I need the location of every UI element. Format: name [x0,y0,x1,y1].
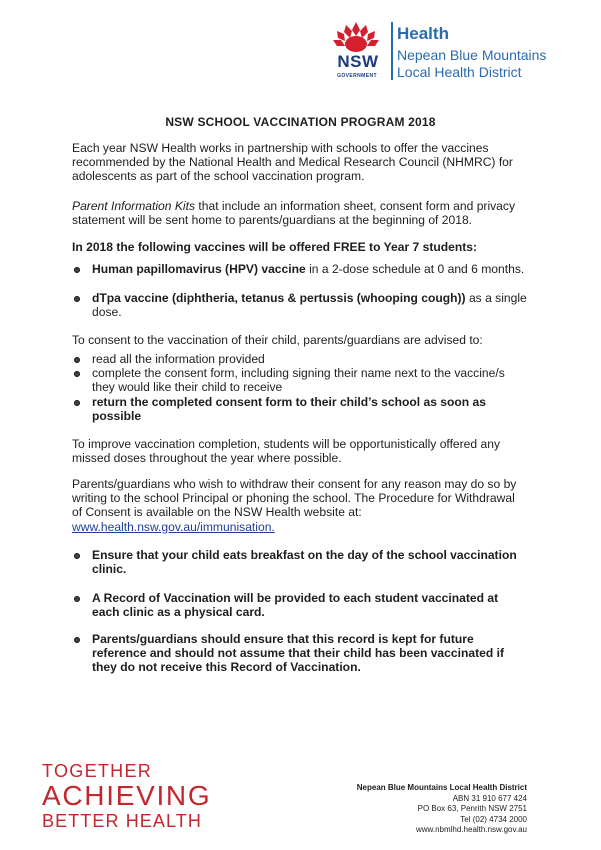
intro-line: adolescents as part of the school vaccination program. [72,169,365,184]
intro-paragraph [72,141,527,184]
intro-line: recommended by the National Health and Medical Research Council (NHMRC) for [72,155,513,170]
missed-doses-line: missed doses throughout the year where possible. [72,451,342,466]
waratah-icon [329,20,383,54]
info-kits-paragraph [72,199,527,227]
consent-step: read all the information provided [92,352,265,366]
po-box: PO Box 63, Penrith NSW 2751 [417,804,527,813]
dtpa-vaccine-name: dTpa vaccine (diphtheria, tetanus & pertussis (whooping cough)) [92,291,466,305]
dtpa-schedule-line2: dose. [92,305,122,320]
note-line: A Record of Vaccination will be provided to each student vaccinated at [92,591,499,605]
withdrawal-line: Parents/guardians who wish to withdraw their consent for any reason may do so by [72,477,517,491]
intro-line: Each year NSW Health works in partnership with schools to offer the vaccines [72,141,489,155]
note-line: clinic. [92,562,127,577]
logo-government-text: GOVERNMENT [337,73,377,79]
note-line: Parents/guardians should ensure that this record is kept for future [92,632,474,646]
withdrawal-paragraph [72,477,527,534]
logo-nsw-text: NSW [337,52,379,71]
contact-block [357,783,527,836]
tagline [42,762,211,830]
hpv-schedule: in a 2-dose schedule at 0 and 6 months. [305,262,525,276]
consent-intro: To consent to the vaccination of their child, parents/guardians are advised to: [72,333,483,347]
note-line: each clinic as a physical card. [92,605,265,620]
note-line: they do not receive this Record of Vaccination. [92,660,361,675]
consent-step-line: return the completed consent form to their child’s school as soon as [92,395,487,409]
info-kits-italic: Parent Information Kits [72,199,196,213]
consent-step-line: complete the consent form, including signing their name next to the vaccine/s [92,366,505,380]
nsw-health-logo [329,20,569,84]
tagline-line1: TOGETHER [42,761,153,781]
page-title: NSW SCHOOL VACCINATION PROGRAM 2018 [165,115,436,129]
tagline-line3: BETTER HEALTH [42,811,202,831]
note-line: Ensure that your child eats breakfast on the day of the school vaccination [92,548,517,562]
info-kits-line: statement will be sent home to parents/guardians at the beginning of 2018. [72,213,473,228]
missed-doses-line: To improve vaccination completion, students will be opportunistically offered any [72,437,500,451]
consent-step [92,366,537,394]
district-name-line1: Nepean Blue Mountains [397,47,547,63]
org-name: Nepean Blue Mountains Local Health District [356,783,527,792]
withdrawal-line: writing to the school Principal or phoning the school. The Procedure for Withdrawal [72,491,515,506]
hpv-vaccine-name: Human papillomavirus (HPV) vaccine [92,262,306,276]
withdrawal-line: of Consent is available on the NSW Health website at: [72,505,362,520]
district-name-line2: Local Health District [397,64,522,80]
consent-step-line: possible [92,409,142,424]
info-kits-text: that include an information sheet, consent form and privacy [195,199,516,213]
logo-divider [391,22,393,80]
dtpa-item [92,291,537,319]
note-line: reference and should not assume that their child has been vaccinated if [92,646,504,661]
record-card-note [92,591,537,619]
consent-step [92,395,537,423]
phone: Tel (02) 4734 2000 [460,814,527,824]
missed-doses-paragraph [72,437,527,465]
record-keeping-note [92,632,537,675]
vaccines-heading: In 2018 the following vaccines will be offered FREE to Year 7 students: [72,240,478,254]
abn: ABN 31 910 677 424 [452,793,527,803]
breakfast-note [92,548,537,576]
dtpa-schedule: as a single [465,291,527,305]
consent-step-line: they would like their child to receive [92,380,283,395]
tagline-line2: ACHIEVING [42,780,212,811]
hpv-item [92,262,537,276]
website: www.nbmlhd.health.nsw.gov.au [415,825,527,834]
logo-health-text: Health [397,24,449,43]
immunisation-link[interactable]: www.health.nsw.gov.au/immunisation. [72,519,275,534]
